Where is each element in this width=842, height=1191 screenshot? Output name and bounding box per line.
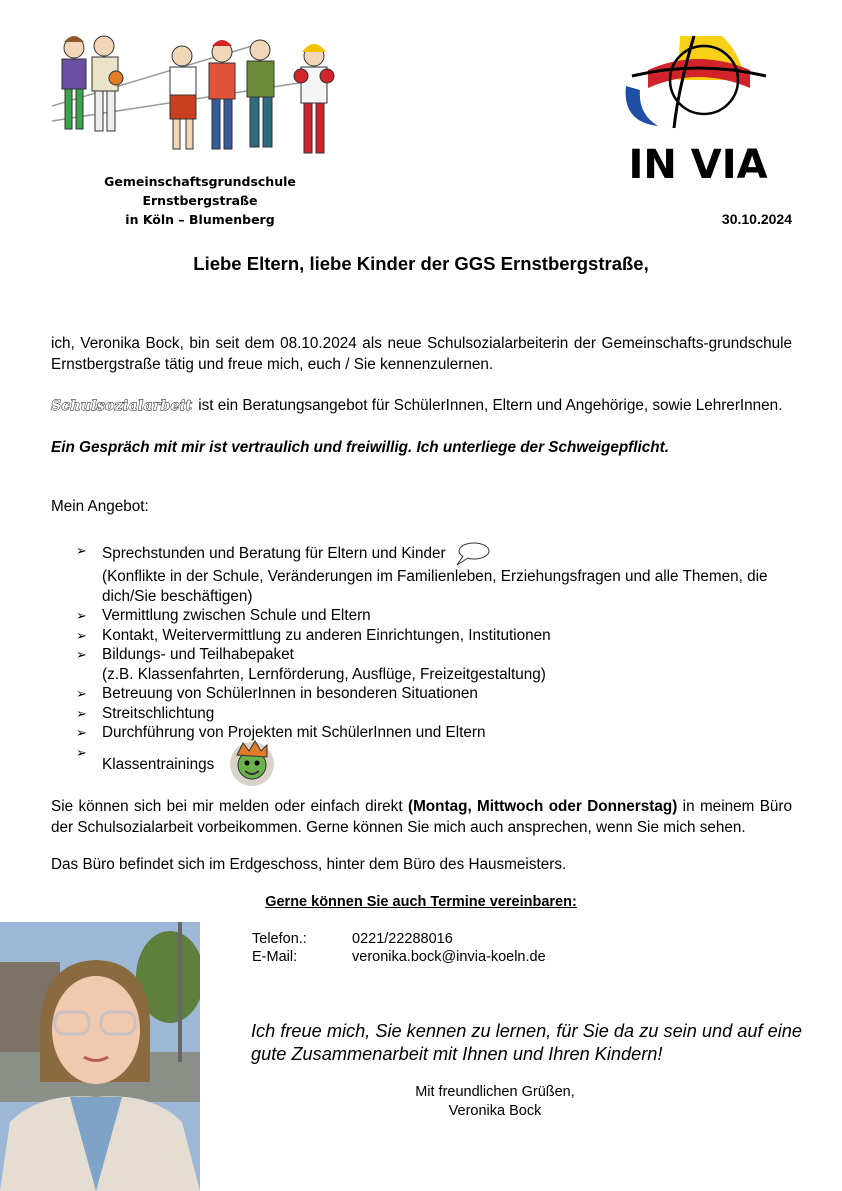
contact-paragraph	[51, 796, 792, 838]
appointment-heading: Gerne können Sie auch Termine vereinbaren:	[265, 894, 577, 910]
contact-text-pre: Sie können sich bei mir melden oder einfach direkt	[51, 798, 403, 815]
arrow-bullet-icon: ➢	[76, 725, 87, 740]
email-address: veronika.bock@invia-koeln.de	[352, 949, 546, 965]
schulsozialarbeit-paragraph	[51, 395, 792, 417]
arrow-bullet-icon: ➢	[76, 647, 87, 662]
invia-logo	[618, 30, 778, 190]
email-label: E-Mail:	[252, 949, 298, 965]
offer-item-label: Sprechstunden und Beratung für Eltern und Kinder	[102, 545, 446, 563]
offer-item	[76, 541, 796, 606]
intro-paragraph: ich, Veronika Bock, bin seit dem 08.10.2024 als neue Schulsozialarbeiterin der Gemeinschafts-grundschule Ernstbergstraße tätig und freue mich, euch / Sie kennenzulernen.	[51, 335, 792, 373]
offer-item	[76, 626, 796, 646]
offer-item-label: Betreuung von SchülerInnen in besonderen Situationen	[102, 685, 478, 702]
office-location: Das Büro befindet sich im Erdgeschoss, hinter dem Büro des Hausmeisters.	[51, 856, 567, 873]
signoff-greeting: Mit freundlichen Grüßen,	[415, 1084, 575, 1100]
arrow-bullet-icon: ➢	[76, 744, 87, 760]
speech-bubble-icon	[454, 541, 490, 567]
confidentiality-note: Ein Gespräch mit mir ist vertraulich und freiwillig. Ich unterliege der Schweigepflicht.	[51, 439, 669, 456]
arrow-bullet-icon: ➢	[76, 686, 87, 701]
offer-item	[76, 704, 796, 724]
arrow-bullet-icon: ➢	[76, 705, 87, 721]
signoff-name: Veronika Bock	[448, 1103, 542, 1119]
phone-row	[252, 930, 546, 948]
school-name	[50, 172, 350, 229]
offer-item-detail: (Konflikte in der Schule, Veränderungen im Familienleben, Erziehungsfragen und alle Themen, die dich/Sie beschäftigen)	[102, 568, 768, 605]
phone-number: 0221/22288016	[352, 931, 453, 947]
cartoon-face-icon	[223, 737, 281, 787]
offer-list	[76, 541, 796, 787]
contact-details	[252, 930, 546, 966]
school-logo-children-drawing	[52, 26, 342, 166]
schulsozialarbeit-text: ist ein Beratungsangebot für SchülerInnen, Eltern und Angehörige, sowie LehrerInnen.	[198, 397, 783, 414]
offer-heading: Mein Angebot:	[51, 498, 149, 515]
offer-item-label: Klassentrainings	[102, 755, 215, 773]
offer-item-label: Streitschlichtung	[102, 704, 215, 722]
offer-item-label: Bildungs- und Teilhabepaket	[102, 646, 294, 663]
email-row	[252, 948, 546, 966]
offer-item	[76, 743, 796, 787]
offer-item	[76, 723, 796, 743]
signoff	[330, 1083, 660, 1121]
offer-item-label: Vermittlung zwischen Schule und Eltern	[102, 607, 371, 624]
letter-date: 30.10.2024	[721, 211, 792, 227]
offer-item-label: Kontakt, Weitervermittlung zu anderen Einrichtungen, Institutionen	[102, 626, 551, 644]
closing-statement: Ich freue mich, Sie kennen zu lernen, für Sie da zu sein und auf eine gute Zusammenarbeit mit Ihnen und Ihren Kindern!	[251, 1021, 803, 1064]
school-name-line2: in Köln – Blumenberg	[125, 212, 275, 227]
schulsozialarbeit-word-art: Schulsozialarbeit	[51, 398, 193, 414]
logo-blue-shape	[626, 86, 658, 126]
arrow-bullet-icon: ➢	[76, 543, 87, 558]
offer-item	[76, 606, 796, 626]
school-name-line1: Gemeinschaftsgrundschule Ernstbergstraße	[104, 174, 296, 208]
offer-item	[76, 645, 796, 684]
greeting-heading: Liebe Eltern, liebe Kinder der GGS Ernstbergstraße,	[193, 253, 649, 274]
logo-text: IN VIA	[628, 142, 768, 188]
offer-item-label: Durchführung von Projekten mit SchülerInnen und Eltern	[102, 724, 486, 741]
office-days: (Montag, Mittwoch oder Donnerstag)	[407, 798, 678, 815]
offer-item-detail: (z.B. Klassenfahrten, Lernförderung, Ausflüge, Freizeitgestaltung)	[102, 665, 546, 683]
offer-item	[76, 684, 796, 704]
phone-label: Telefon.:	[252, 931, 307, 947]
arrow-bullet-icon: ➢	[76, 627, 87, 643]
portrait-photo	[0, 922, 200, 1191]
arrow-bullet-icon: ➢	[76, 608, 87, 623]
contact-text-post: in meinem Büro der Schulsozialarbeit vorbeikommen. Gerne können Sie mich auch ansprechen, wenn Sie mich sehen.	[51, 798, 793, 836]
